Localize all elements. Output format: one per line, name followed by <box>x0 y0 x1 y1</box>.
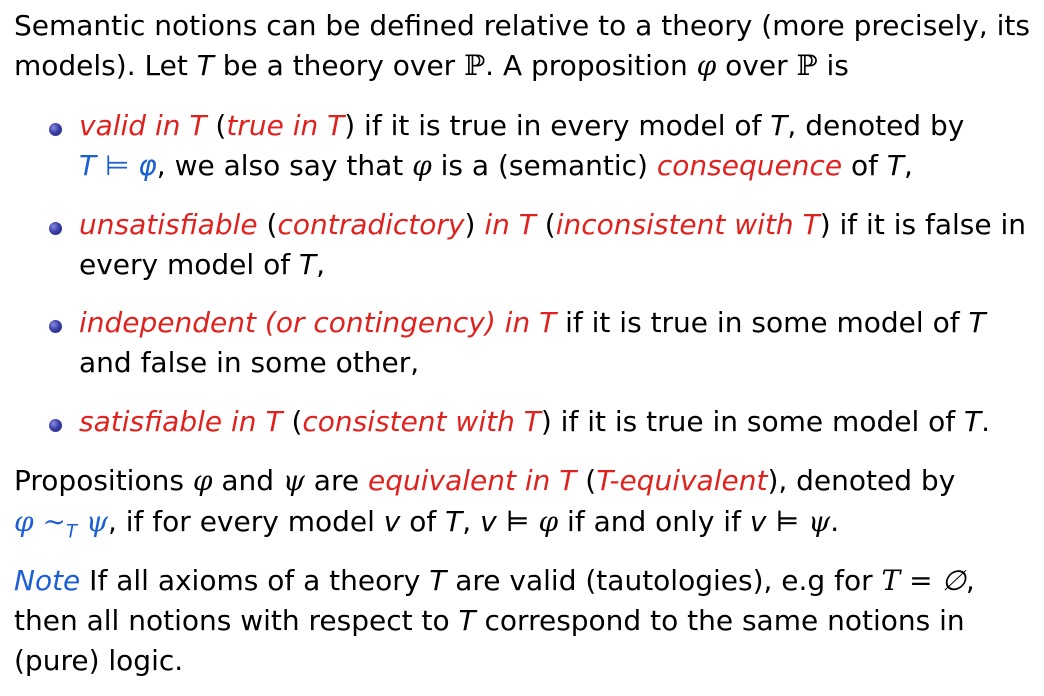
theory-symbol: T <box>196 49 214 82</box>
text: of <box>842 149 887 182</box>
theory-symbol: T <box>445 505 463 538</box>
text: , if for every model <box>107 505 384 538</box>
text: . <box>981 405 991 438</box>
theory-symbol: T <box>298 248 317 281</box>
theory-symbol: T <box>964 405 982 438</box>
term-consistent: consistent with T <box>302 405 541 438</box>
text: if and only if <box>558 505 750 538</box>
phi-symbol: φ <box>192 464 213 497</box>
text: ( <box>282 405 303 438</box>
text: , we also say that <box>156 149 413 182</box>
text: If all axioms of a theory <box>80 564 430 597</box>
formula-subscript: T <box>65 521 78 543</box>
term-equivalent: equivalent in T <box>367 464 577 497</box>
text: then all notions with respect to <box>14 604 459 637</box>
formula: ⊨ φ <box>496 505 559 538</box>
text: , <box>316 248 325 281</box>
model-symbol: v <box>480 505 497 538</box>
text: of <box>400 505 446 538</box>
term-contradictory: contradictory <box>277 208 465 241</box>
bullet-icon <box>49 320 62 333</box>
prop-set-symbol: ℙ <box>464 49 486 82</box>
text: ( <box>206 109 227 142</box>
bullet-independent-line-1 <box>79 303 1041 343</box>
intro-line-2 <box>14 46 1039 86</box>
intro-text: is <box>817 49 849 82</box>
text: ( <box>576 464 597 497</box>
term-unsatisfiable: unsatisfiable <box>79 208 258 241</box>
term-consequence: consequence <box>656 149 843 182</box>
bullet-icon <box>49 419 62 432</box>
psi-symbol: ψ <box>282 464 305 497</box>
bullet-valid-line-2 <box>79 146 1041 186</box>
note-line-3 <box>14 641 1039 681</box>
text: if it is true in some model of <box>556 306 969 339</box>
phi-symbol: φ <box>412 149 432 182</box>
text: ) <box>464 208 485 241</box>
text: are valid (tautologies), e.g for <box>446 564 882 597</box>
text: , <box>965 564 975 597</box>
text: . <box>830 505 840 538</box>
bullet-unsatisfiable-line-2 <box>79 245 1041 285</box>
note-label: Note <box>14 564 81 597</box>
theory-symbol: T <box>968 306 986 339</box>
term-in-t: in T <box>484 208 536 241</box>
term-satisfiable: satisfiable in T <box>79 405 283 438</box>
bullet-unsatisfiable-line-1 <box>79 205 1041 245</box>
prop-set-symbol: ℙ <box>796 49 818 82</box>
text: correspond to the same notions in <box>475 604 965 637</box>
text: Propositions <box>14 464 193 497</box>
text: every model of <box>79 248 299 281</box>
equiv-line-2 <box>14 502 1039 553</box>
text: ), denoted by <box>767 464 956 497</box>
model-symbol: v <box>383 505 401 538</box>
text: and false in some other, <box>79 346 420 379</box>
intro-text: models). Let <box>14 49 197 82</box>
bullet-independent-line-2 <box>79 343 1041 383</box>
term-independent: independent (or contingency) in T <box>79 306 557 339</box>
text: (pure) logic. <box>14 644 184 677</box>
bullet-valid-line-1 <box>79 106 1041 146</box>
theory-symbol: T <box>458 604 476 637</box>
formula: ⊨ ψ <box>766 505 831 538</box>
bullet-satisfiable-line-1 <box>79 402 1041 442</box>
intro-text: be a theory over <box>213 49 465 82</box>
entailment-formula: T ⊨ φ <box>79 149 157 182</box>
text: are <box>304 464 368 497</box>
formula-rhs: ψ <box>77 505 108 538</box>
theory-symbol: T <box>886 149 904 182</box>
theory-symbol: T <box>429 564 447 597</box>
text: is a (semantic) <box>431 149 657 182</box>
equiv-line-1 <box>14 461 1039 501</box>
term-true: true in T <box>226 109 345 142</box>
bullet-icon <box>49 222 62 235</box>
intro-text: over <box>716 49 797 82</box>
intro-text: Semantic notions can be defined relative to a theory (more precisely, its <box>14 9 1030 42</box>
term-t-equivalent: T-equivalent <box>596 464 768 497</box>
term-valid: valid in T <box>79 109 207 142</box>
model-symbol: v <box>749 505 767 538</box>
formula-lhs: φ ∼ <box>14 505 66 538</box>
text: and <box>212 464 283 497</box>
intro-text: . A proposition <box>485 49 697 82</box>
text: ) if it is false in <box>819 208 1027 241</box>
empty-theory-formula: T = ∅ <box>881 564 966 597</box>
text: ( <box>257 208 278 241</box>
term-inconsistent: inconsistent with T <box>555 208 820 241</box>
text: ) if it is true in every model of <box>344 109 771 142</box>
intro-line-1 <box>14 6 1039 46</box>
text: ) if it is true in some model of <box>540 405 965 438</box>
text: , <box>462 505 481 538</box>
theory-symbol: T <box>770 109 788 142</box>
text: ( <box>535 208 556 241</box>
equivalence-formula <box>14 505 108 543</box>
note-line-2 <box>14 601 1039 641</box>
note-line-1 <box>14 561 1039 601</box>
phi-symbol: φ <box>696 49 717 82</box>
bullet-icon <box>49 123 62 136</box>
text: , <box>903 149 913 182</box>
text: , denoted by <box>787 109 965 142</box>
